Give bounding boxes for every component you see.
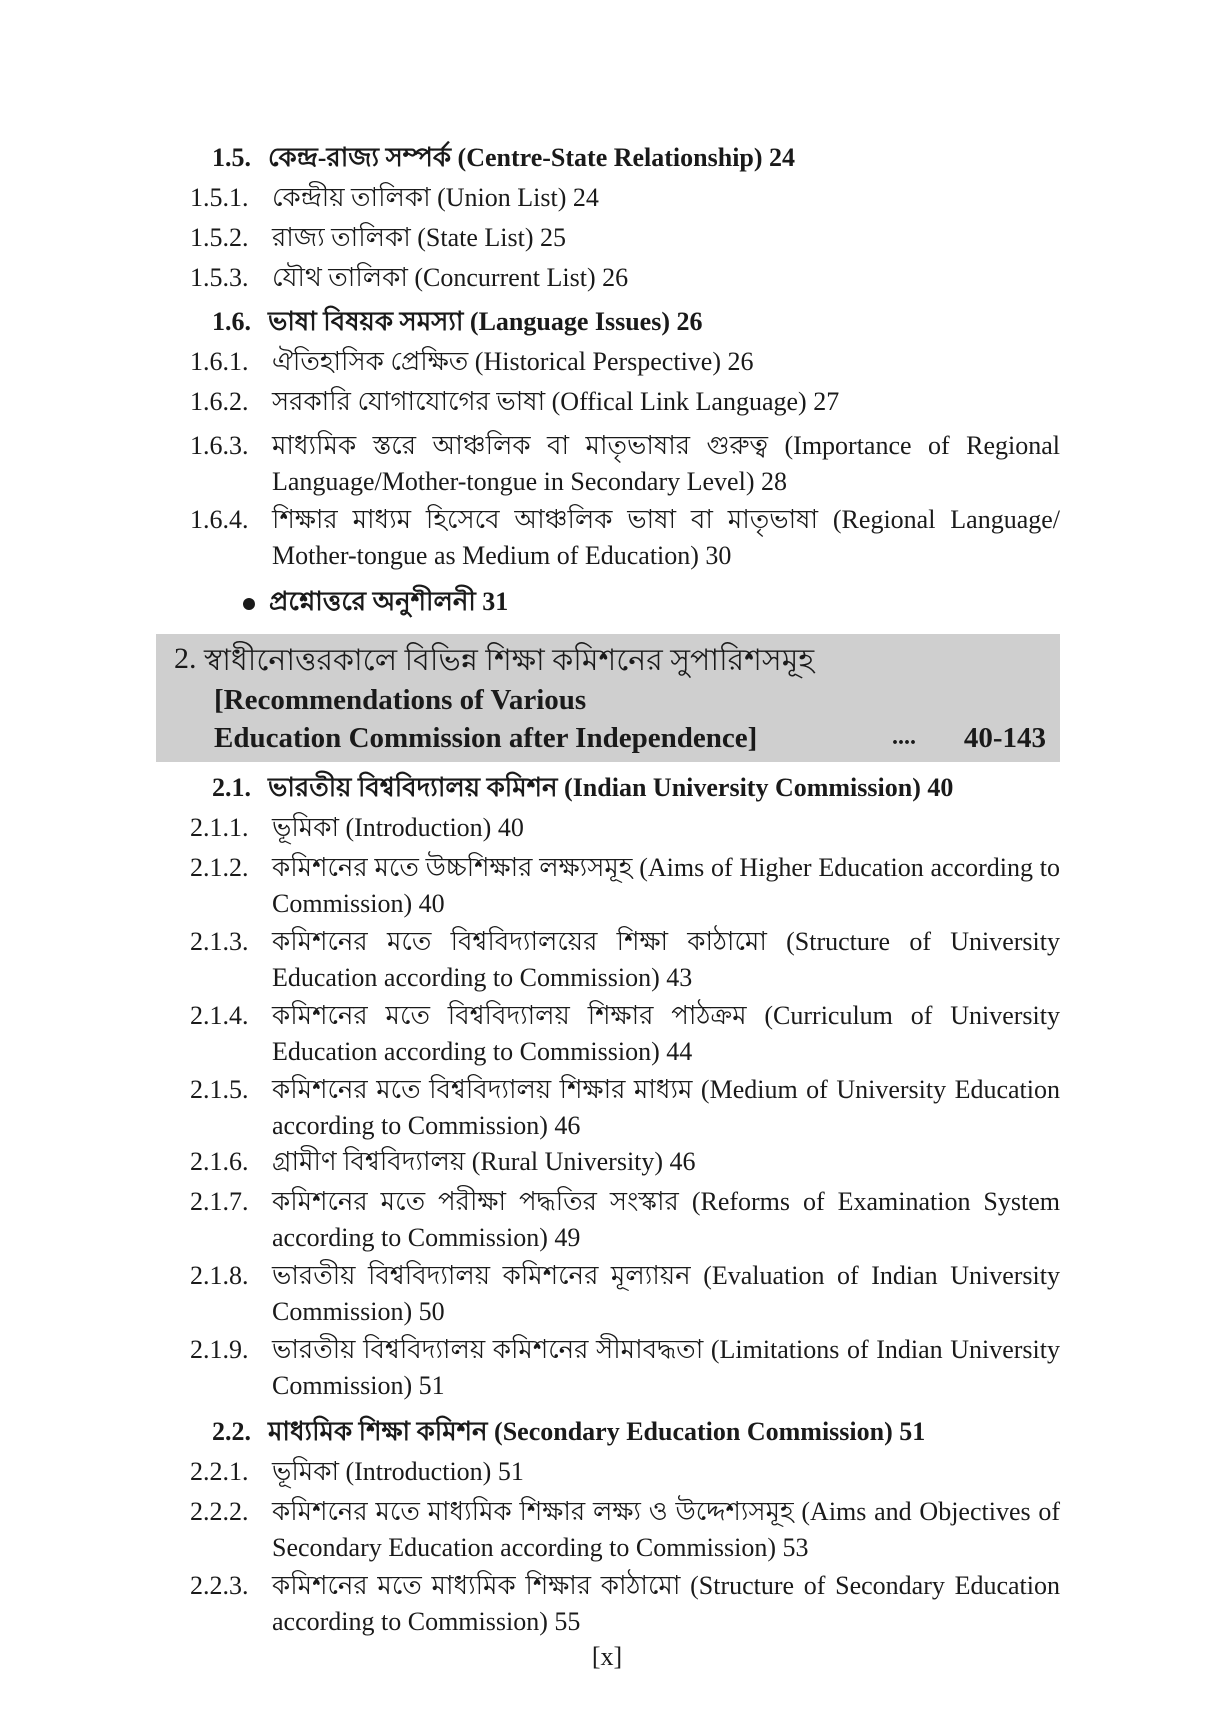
entry-number: 2.1.8.	[190, 1261, 249, 1290]
entry-text: কমিশনের মতে বিশ্ববিদ্যালয়ের শিক্ষা কাঠামো (Structure of University Education according to Commission) 43	[272, 927, 1060, 992]
toc-entry-2-1-5	[190, 1072, 1060, 1144]
entry-number: 1.6.1.	[190, 347, 249, 376]
page-number: [x]	[591, 1642, 623, 1671]
entry-text: কেন্দ্র-রাজ্য সম্পর্ক (Centre-State Relationship) 24	[268, 143, 796, 172]
entry-number: 1.5.	[212, 143, 251, 172]
toc-entry-1-5-3	[190, 260, 1060, 296]
toc-entry-2-1-6	[190, 1144, 1060, 1180]
toc-section-1-6	[212, 304, 1082, 340]
toc-entry-2-1-1	[190, 810, 1060, 846]
toc-entry-2-1-7	[190, 1184, 1060, 1256]
chapter-title-bengali: স্বাধীনোত্তরকালে বিভিন্ন শিক্ষা কমিশনের সুপারিশসমূহ	[204, 644, 815, 677]
entry-text: সরকারি যোগাযোগের ভাষা (Offical Link Language) 27	[272, 387, 840, 416]
entry-text: মাধ্যমিক স্তরে আঞ্চলিক বা মাতৃভাষার গুরুত্ব (Importance of Regional Language/Mother-tongue in Secondary Level) 28	[272, 431, 1060, 496]
entry-text: কমিশনের মতে বিশ্ববিদ্যালয় শিক্ষার মাধ্যম (Medium of University Education according to Commission) 46	[272, 1075, 1060, 1140]
toc-entry-2-1-8	[190, 1258, 1060, 1330]
entry-text: শিক্ষার মাধ্যম হিসেবে আঞ্চলিক ভাষা বা মাতৃভাষা (Regional Language/ Mother-tongue as Medium of Education) 30	[272, 505, 1060, 570]
entry-text: গ্রামীণ বিশ্ববিদ্যালয় (Rural University) 46	[272, 1147, 696, 1176]
entry-text: মাধ্যমিক শিক্ষা কমিশন (Secondary Education Commission) 51	[268, 1417, 926, 1446]
toc-entry-2-2-3	[190, 1568, 1060, 1640]
toc-entry-1-6-1	[190, 344, 1060, 380]
toc-section-1-5	[212, 140, 1082, 176]
entry-number: 1.5.3.	[190, 263, 249, 292]
entry-number: 1.5.2.	[190, 223, 249, 252]
chapter-page-range: 40-143	[963, 722, 1046, 754]
entry-text: ভাষা বিষয়ক সমস্যা (Language Issues) 26	[268, 307, 703, 336]
entry-number: 2.1.3.	[190, 927, 249, 956]
toc-entry-1-6-2	[190, 384, 1060, 420]
entry-text: ভূমিকা (Introduction) 51	[272, 1457, 524, 1486]
entry-text: ভারতীয় বিশ্ববিদ্যালয় কমিশন (Indian University Commission) 40	[268, 773, 954, 802]
entry-number: 2.1.1.	[190, 813, 249, 842]
entry-number: 2.1.9.	[190, 1335, 249, 1364]
toc-entry-1-6-4	[190, 502, 1060, 574]
toc-entry-2-1-4	[190, 998, 1060, 1070]
entry-number: 1.5.1.	[190, 183, 249, 212]
entry-text: কেন্দ্রীয় তালিকা (Union List) 24	[272, 183, 599, 212]
entry-text: যৌথ তালিকা (Concurrent List) 26	[272, 263, 629, 292]
toc-entry-2-2-1	[190, 1454, 1060, 1490]
entry-number: 2.2.1.	[190, 1457, 249, 1486]
leader-dots: ....	[892, 724, 916, 750]
toc-entry-1-5-1	[190, 180, 1060, 216]
entry-number: 2.1.6.	[190, 1147, 249, 1176]
entry-number: 1.6.4.	[190, 505, 249, 534]
entry-number: 1.6.	[212, 307, 251, 336]
toc-entry-2-2-2	[190, 1494, 1060, 1566]
chapter-title-english-line1: [Recommendations of Various	[214, 684, 587, 716]
entry-text: ভারতীয় বিশ্ববিদ্যালয় কমিশনের মূল্যায়ন (Evaluation of Indian University Commission) 50	[272, 1261, 1060, 1326]
entry-text: ঐতিহাসিক প্রেক্ষিত (Historical Perspective) 26	[272, 347, 754, 376]
entry-number: 2.2.2.	[190, 1497, 249, 1526]
toc-entry-2-1-2	[190, 850, 1060, 922]
entry-text: রাজ্য তালিকা (State List) 25	[272, 223, 566, 252]
entry-number: 1.6.3.	[190, 431, 249, 460]
entry-number: 2.1.7.	[190, 1187, 249, 1216]
toc-entry-1-5-2	[190, 220, 1060, 256]
entry-number: 2.1.4.	[190, 1001, 249, 1030]
entry-number: 2.2.3.	[190, 1571, 249, 1600]
toc-entry-2-1-9	[190, 1332, 1060, 1404]
entry-number: 2.2.	[212, 1417, 251, 1446]
chapter-heading	[156, 634, 1060, 762]
chapter-title-english-line2: Education Commission after Independence]	[214, 722, 758, 754]
toc-section-2-1	[212, 770, 1082, 806]
entry-number: 2.1.	[212, 773, 251, 802]
entry-text: ভারতীয় বিশ্ববিদ্যালয় কমিশনের সীমাবদ্ধতা (Limitations of Indian University Commission) 51	[272, 1335, 1060, 1400]
exercise-entry	[243, 584, 508, 620]
exercise-text: প্রশ্নোত্তরে অনুশীলনী 31	[269, 587, 509, 616]
entry-text: কমিশনের মতে পরীক্ষা পদ্ধতির সংস্কার (Reforms of Examination System according to Commission) 49	[272, 1187, 1060, 1252]
entry-text: কমিশনের মতে উচ্চশিক্ষার লক্ষ্যসমূহ (Aims of Higher Education according to Commission) 40	[272, 853, 1060, 918]
entry-text: কমিশনের মতে মাধ্যমিক শিক্ষার কাঠামো (Structure of Secondary Education according to Commission) 55	[272, 1571, 1060, 1636]
toc-entry-1-6-3	[190, 428, 1060, 500]
bullet-icon	[243, 598, 255, 610]
toc-entry-2-1-3	[190, 924, 1060, 996]
entry-number: 2.1.2.	[190, 853, 249, 882]
entry-number: 2.1.5.	[190, 1075, 249, 1104]
entry-text: কমিশনের মতে বিশ্ববিদ্যালয় শিক্ষার পাঠক্রম (Curriculum of University Education according to Commission) 44	[272, 1001, 1060, 1066]
entry-number: 1.6.2.	[190, 387, 249, 416]
entry-text: ভূমিকা (Introduction) 40	[272, 813, 524, 842]
toc-section-2-2	[212, 1414, 1082, 1450]
entry-text: কমিশনের মতে মাধ্যমিক শিক্ষার লক্ষ্য ও উদ্দেশ্যসমূহ (Aims and Objectives of Secondary Education according to Commission) 53	[272, 1497, 1060, 1562]
chapter-number: 2.	[174, 642, 197, 675]
